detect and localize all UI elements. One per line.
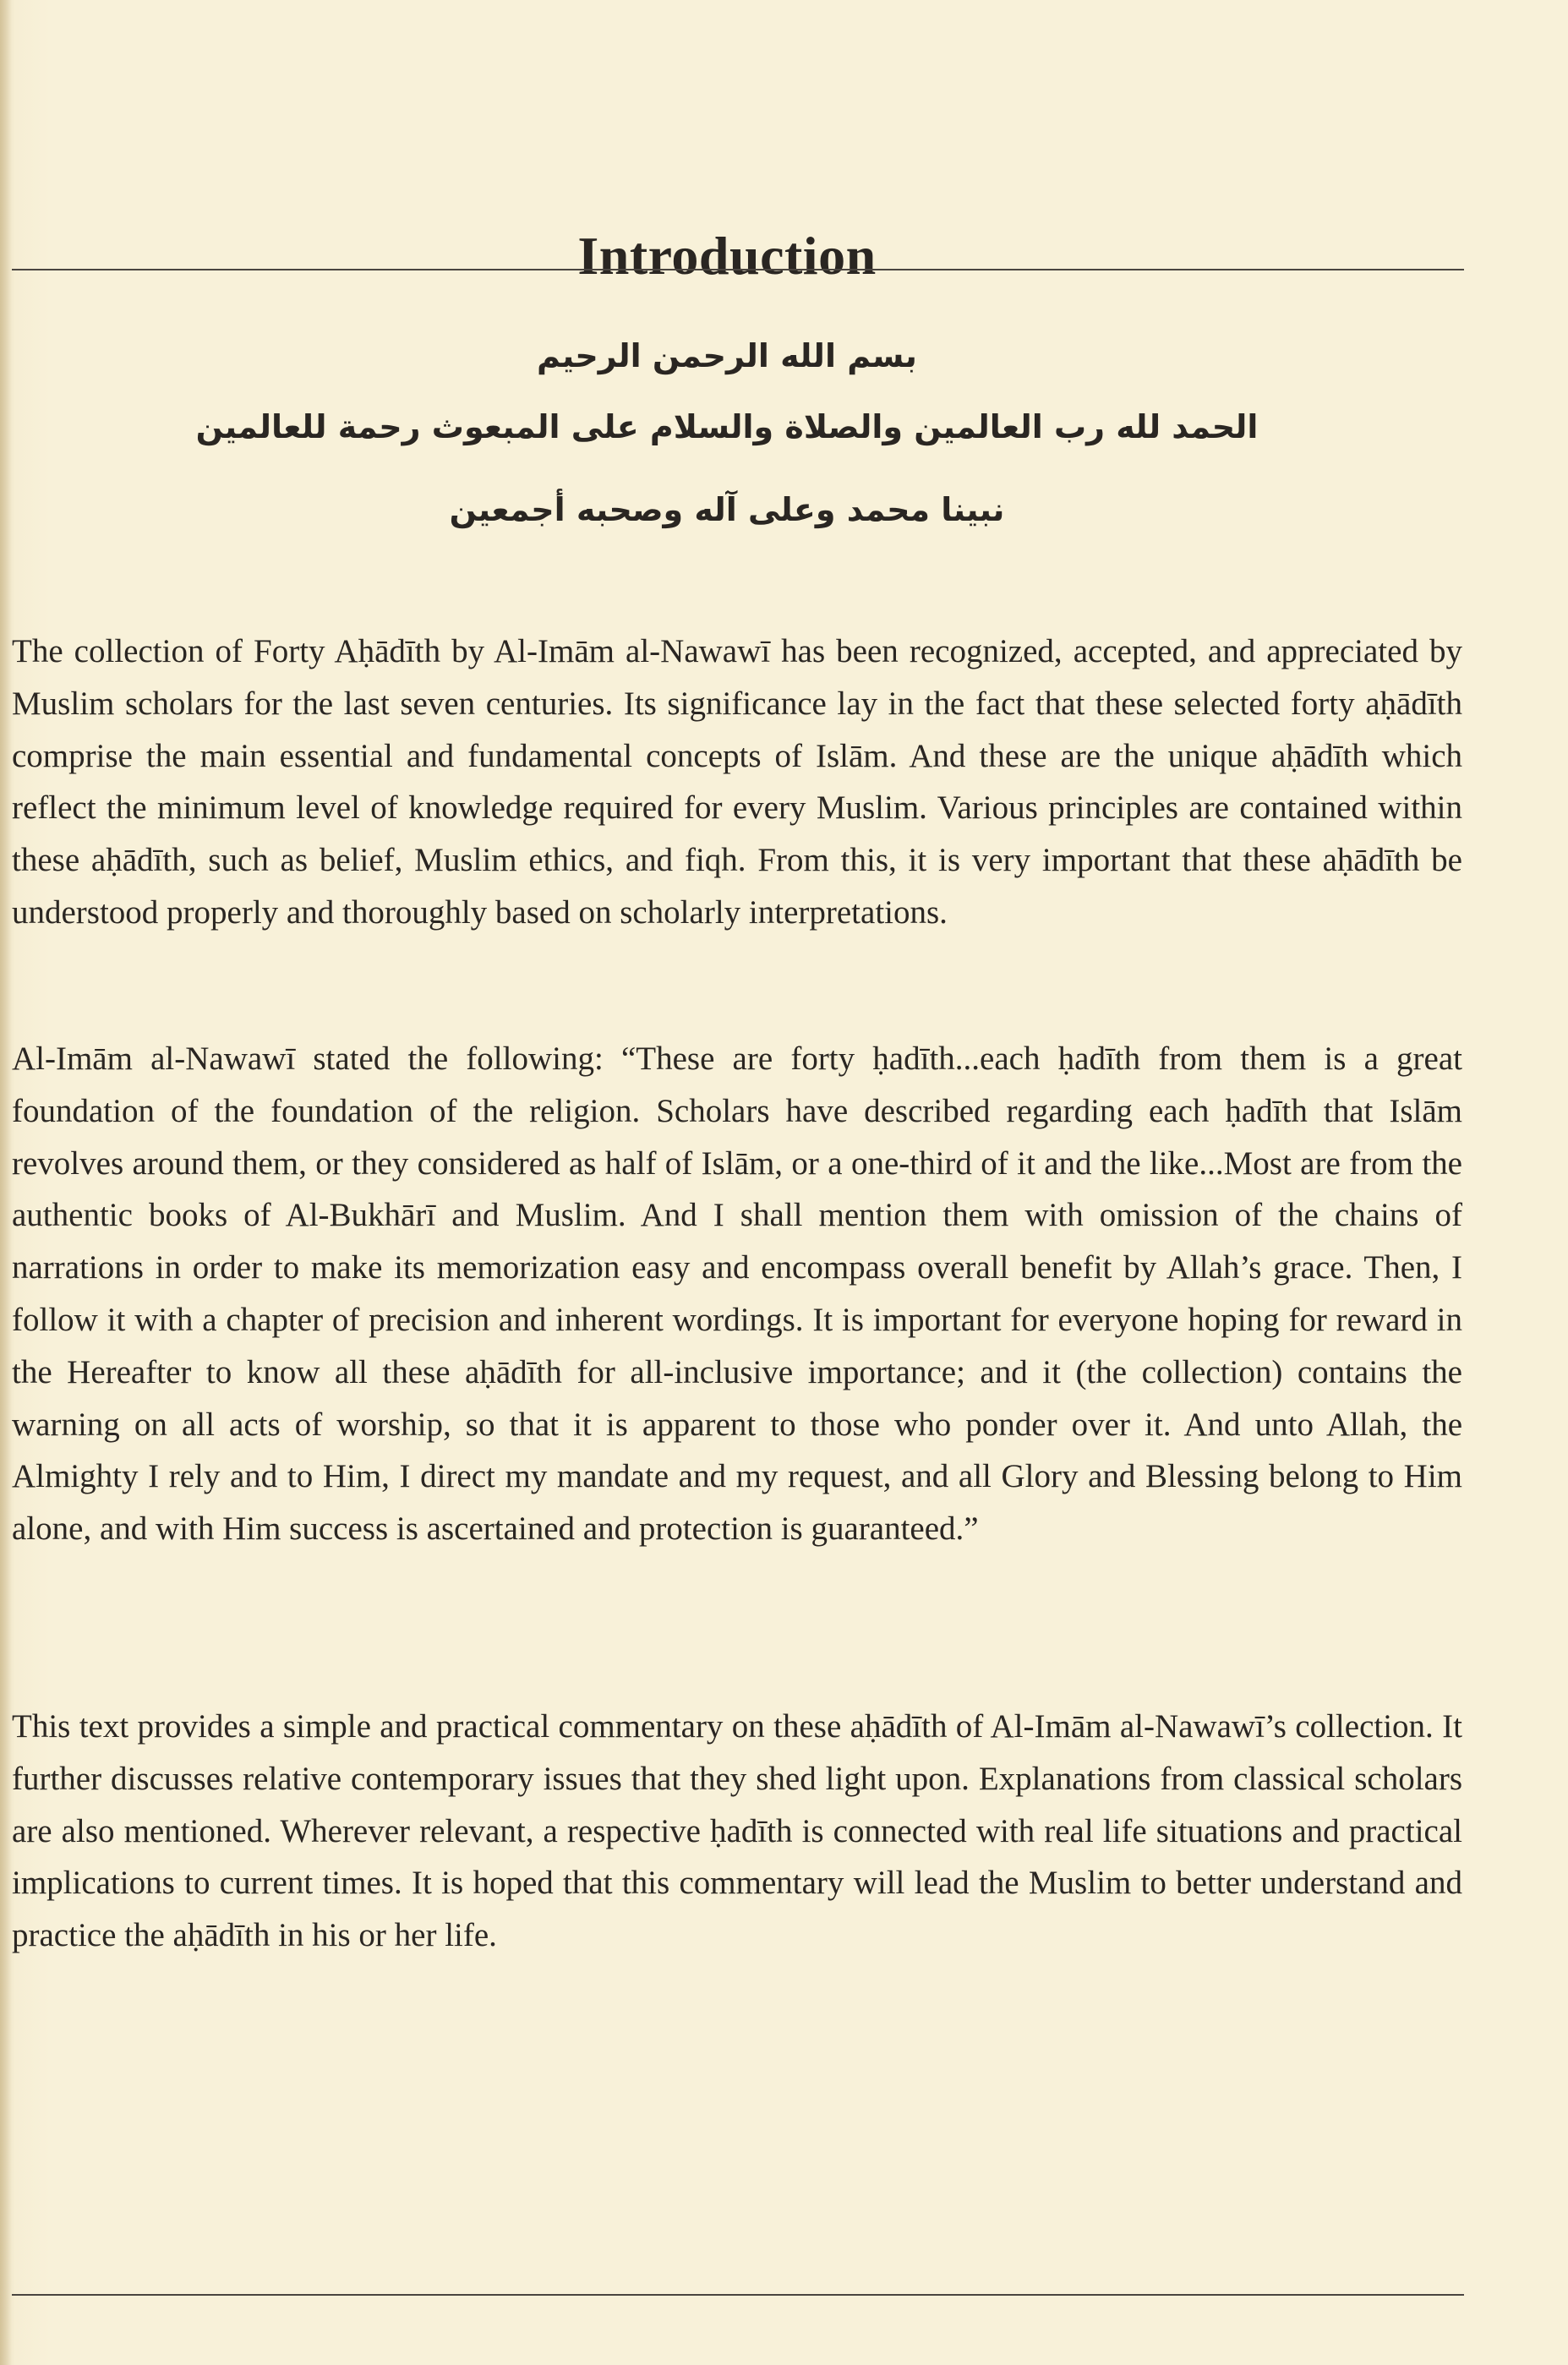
arabic-praise-line: الحمد لله رب العالمين والصلاة والسلام على المبعوث رحمة للعالمين bbox=[195, 408, 1259, 445]
title-rule bbox=[12, 269, 1464, 270]
paragraph-nawawi-quote: Al-Imām al-Nawawī stated the following: “These are forty ḥadīth...each ḥadīth from them is a great foundation of the foundation of the religion. Scholars have described regarding each ḥadīth that Islām revolves around them, or they considered as half of Islām, or a one-third of it and the like...Most are from the authentic books of Al-Bukhārī and Muslim. And I shall mention them with omission of the chains of narrations in order to make its memorization easy and encompass overall benefit by Allah’s grace. Then, I follow it with a chapter of precision and inherent wordings. It is important for everyone hoping for reward in the Hereafter to know all these aḥādīth for all-inclusive importance; and it (the collection) contains the warning on all acts of worship, so that it is apparent to those who ponder over it. And unto Allah, the Almighty I rely and to Him, I direct my mandate and my request, and all Glory and Blessing belong to Him alone, and with Him success is ascertained and protection is guaranteed.” bbox=[12, 1040, 1462, 1548]
paragraph-commentary-purpose: This text provides a simple and practical commentary on these aḥādīth of Al-Imām al-Nawawī’s collection. It further discusses relative contemporary issues that they shed light upon. Explanations from classical scholars are also mentioned. Wherever relevant, a respective ḥadīth is connected with real life situations and practical implications to current times. It is hoped that this commentary will lead the Muslim to better understand and practice the aḥādīth in his or her life. bbox=[12, 1708, 1462, 1954]
footer-rule bbox=[12, 2294, 1464, 2296]
page-title: Introduction bbox=[577, 225, 877, 286]
basmala: بسم الله الرحمن الرحيم bbox=[537, 337, 917, 374]
arabic-blessing-line: نبينا محمد وعلى آله وصحبه أجمعين bbox=[449, 491, 1005, 528]
paragraph-collection-significance: The collection of Forty Aḥādīth by Al-Imām al-Nawawī has been recognized, accepted, and appreciated by Muslim scholars for the last seven centuries. Its significance lay in the fact that these selected forty aḥādīth comprise the main essential and fundamental concepts of Islām. And these are the unique aḥādīth which reflect the minimum level of knowledge required for every Muslim. Various principles are contained within these aḥādīth, such as belief, Muslim ethics, and fiqh. From this, it is very important that these aḥādīth be understood properly and thoroughly based on scholarly interpretations. bbox=[12, 633, 1462, 931]
